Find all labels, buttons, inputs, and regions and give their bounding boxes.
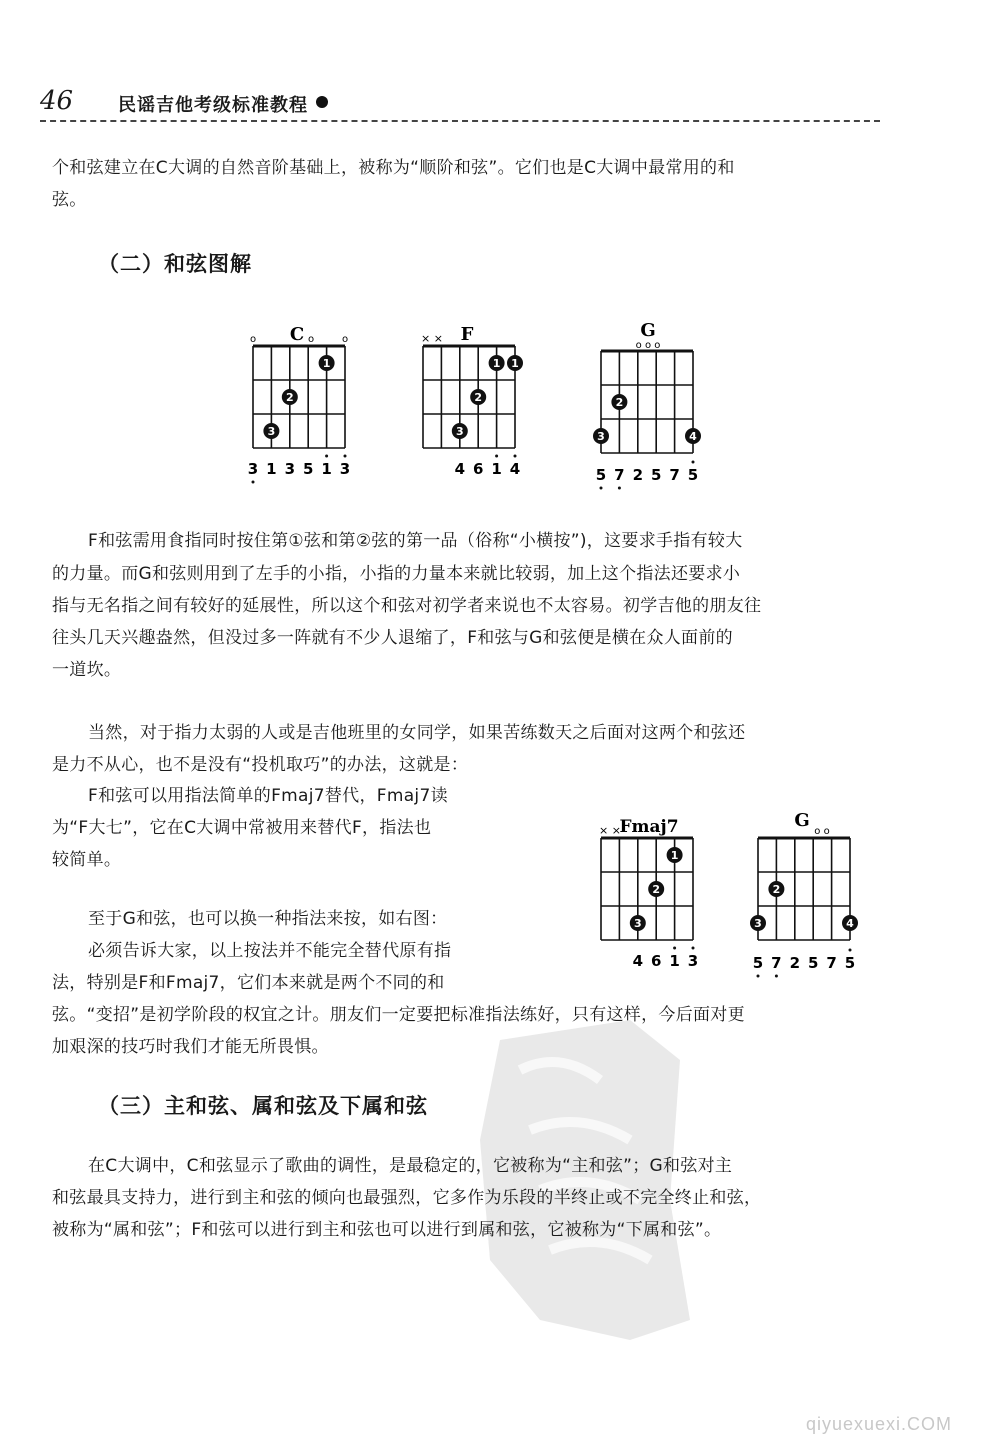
header-bullet-icon <box>316 96 328 108</box>
paragraph-line: 被称为“属和弦”；F和弦可以进行到主和弦也可以进行到属和弦，它被称为“下属和弦”。 <box>52 1220 722 1240</box>
svg-text:5: 5 <box>807 954 819 972</box>
muted-string-icon: × × <box>599 824 621 837</box>
svg-text:5: 5 <box>844 954 856 972</box>
note-numbers <box>633 952 699 970</box>
open-string-icon: o o o <box>635 340 661 351</box>
svg-text:3: 3 <box>633 917 642 930</box>
svg-text:1: 1 <box>322 357 331 370</box>
chord-diagram-c <box>245 318 355 492</box>
finger-dot <box>319 355 335 371</box>
svg-text:5: 5 <box>687 466 699 484</box>
svg-text:4: 4 <box>509 460 521 478</box>
svg-text:6: 6 <box>650 952 662 970</box>
book-title: 民谣吉他考级标准教程 <box>118 95 308 116</box>
finger-dot <box>842 915 858 931</box>
paragraph-line: 当然，对于指力太弱的人或是吉他班里的女同学，如果苦练数天之后面对这两个和弦还 <box>88 723 746 743</box>
finger-dot <box>593 428 609 444</box>
note-numbers <box>753 954 855 972</box>
muted-string-icon: × × <box>421 332 443 345</box>
svg-text:3: 3 <box>247 460 259 478</box>
chord-diagram-g <box>593 318 703 502</box>
svg-text:1: 1 <box>321 460 332 478</box>
paragraph-line: 的力量。而G和弦则用到了左手的小指，小指的力量本来就比较弱，加上这个指法还要求小 <box>52 564 741 584</box>
finger-dot <box>685 428 701 444</box>
open-string-icon: o <box>249 334 257 345</box>
svg-text:4: 4 <box>846 917 854 930</box>
svg-text:2: 2 <box>615 396 624 409</box>
svg-text:5: 5 <box>302 460 314 478</box>
paragraph-line: 法，特别是F和Fmaj7，它们本来就是两个不同的和 <box>52 973 445 993</box>
open-string-icon: o <box>341 334 349 345</box>
section-heading: （二）和弦图解 <box>98 252 252 276</box>
paragraph-line: 加艰深的技巧时我们才能无所畏惧。 <box>52 1037 329 1057</box>
paragraph-line: 指与无名指之间有较好的延展性，所以这个和弦对初学者来说也不太容易。初学吉他的朋友往 <box>52 596 762 616</box>
svg-text:3: 3 <box>284 460 296 478</box>
svg-text:1: 1 <box>670 849 679 862</box>
paragraph-line: F和弦可以用指法简单的Fmaj7替代，Fmaj7读 <box>88 786 448 806</box>
finger-dot <box>611 394 627 410</box>
svg-text:1: 1 <box>511 357 519 370</box>
chord-name: C <box>289 324 305 345</box>
paragraph-line: 是力不从心，也不是没有“投机取巧”的办法，这就是： <box>52 755 469 775</box>
svg-text:1: 1 <box>669 952 680 970</box>
chord-diagram-fmaj7 <box>593 810 703 984</box>
paragraph-line: 弦。 <box>52 190 87 210</box>
note-numbers <box>248 460 350 478</box>
svg-text:4: 4 <box>454 460 466 478</box>
note-numbers <box>596 466 698 484</box>
finger-dot <box>667 847 683 863</box>
paragraph-line: 较简单。 <box>52 850 122 870</box>
paragraph-line: 必须告诉大家，以上按法并不能完全替代原有指 <box>88 941 452 961</box>
svg-text:3: 3 <box>455 425 464 438</box>
finger-dot <box>507 355 523 371</box>
paragraph-line: 和弦最具支持力，进行到主和弦的倾向也最强烈，它多作为乐段的半终止或不完全终止和弦， <box>52 1188 762 1208</box>
open-string-icon: o <box>307 334 315 345</box>
finger-dot <box>750 915 766 931</box>
section-heading: （三）主和弦、属和弦及下属和弦 <box>98 1094 428 1118</box>
chord-diagram-f <box>415 318 525 492</box>
paragraph-line: 一道坎。 <box>52 660 122 680</box>
paragraph-line: 为“F大七”，它在C大调中常被用来替代F，指法也 <box>52 818 432 838</box>
svg-text:3: 3 <box>267 425 276 438</box>
finger-dot <box>282 389 298 405</box>
svg-text:7: 7 <box>826 954 837 972</box>
paragraph-line: 在C大调中，C和弦显示了歌曲的调性，是最稳定的，它被称为“主和弦”；G和弦对主 <box>88 1156 733 1176</box>
svg-text:1: 1 <box>266 460 277 478</box>
svg-text:2: 2 <box>632 466 644 484</box>
svg-text:3: 3 <box>754 917 762 930</box>
svg-text:1: 1 <box>491 460 502 478</box>
svg-text:4: 4 <box>632 952 644 970</box>
header-divider <box>40 120 880 122</box>
chord-name: F <box>460 324 474 345</box>
finger-dot <box>470 389 486 405</box>
site-watermark: qiyuexuexi.COM <box>805 1414 952 1434</box>
paragraph-line: 弦。“变招”是初学阶段的权宜之计。朋友们一定要把标准指法练好，只有这样，今后面对更 <box>52 1005 745 1025</box>
finger-dot <box>263 423 279 439</box>
chord-diagram-g-alt <box>750 806 860 990</box>
svg-text:7: 7 <box>669 466 680 484</box>
svg-text:2: 2 <box>285 391 294 404</box>
svg-text:3: 3 <box>597 430 605 443</box>
finger-dot <box>630 915 646 931</box>
paragraph-line: F和弦需用食指同时按住第①弦和第②弦的第一品（俗称“小横按”)，这要求手指有较大 <box>88 531 743 551</box>
svg-text:2: 2 <box>772 883 781 896</box>
svg-text:2: 2 <box>652 883 661 896</box>
open-string-icon: o o <box>814 826 830 837</box>
chord-name: G <box>794 810 810 831</box>
svg-text:1: 1 <box>492 357 501 370</box>
svg-text:5: 5 <box>595 466 607 484</box>
svg-text:5: 5 <box>650 466 662 484</box>
page-number: 46 <box>40 86 74 116</box>
finger-dot <box>452 423 468 439</box>
paragraph-line: 往头几天兴趣盎然，但没过多一阵就有不少人退缩了，F和弦与G和弦便是横在众人面前的 <box>52 628 733 648</box>
svg-text:2: 2 <box>789 954 801 972</box>
chord-name: Fmaj7 <box>619 817 679 837</box>
svg-text:3: 3 <box>339 460 351 478</box>
finger-dot <box>768 881 784 897</box>
svg-text:7: 7 <box>614 466 625 484</box>
paragraph-line: 个和弦建立在C大调的自然音阶基础上，被称为“顺阶和弦”。它们也是C大调中最常用的和 <box>52 158 735 178</box>
note-numbers <box>455 460 521 478</box>
svg-text:3: 3 <box>687 952 699 970</box>
chord-name: G <box>640 320 656 341</box>
svg-text:5: 5 <box>752 954 764 972</box>
svg-text:4: 4 <box>689 430 697 443</box>
svg-text:2: 2 <box>474 391 483 404</box>
finger-dot <box>489 355 505 371</box>
svg-text:6: 6 <box>472 460 484 478</box>
finger-dot <box>648 881 664 897</box>
paragraph-line: 至于G和弦，也可以换一种指法来按，如右图： <box>88 909 448 929</box>
svg-text:7: 7 <box>771 954 782 972</box>
